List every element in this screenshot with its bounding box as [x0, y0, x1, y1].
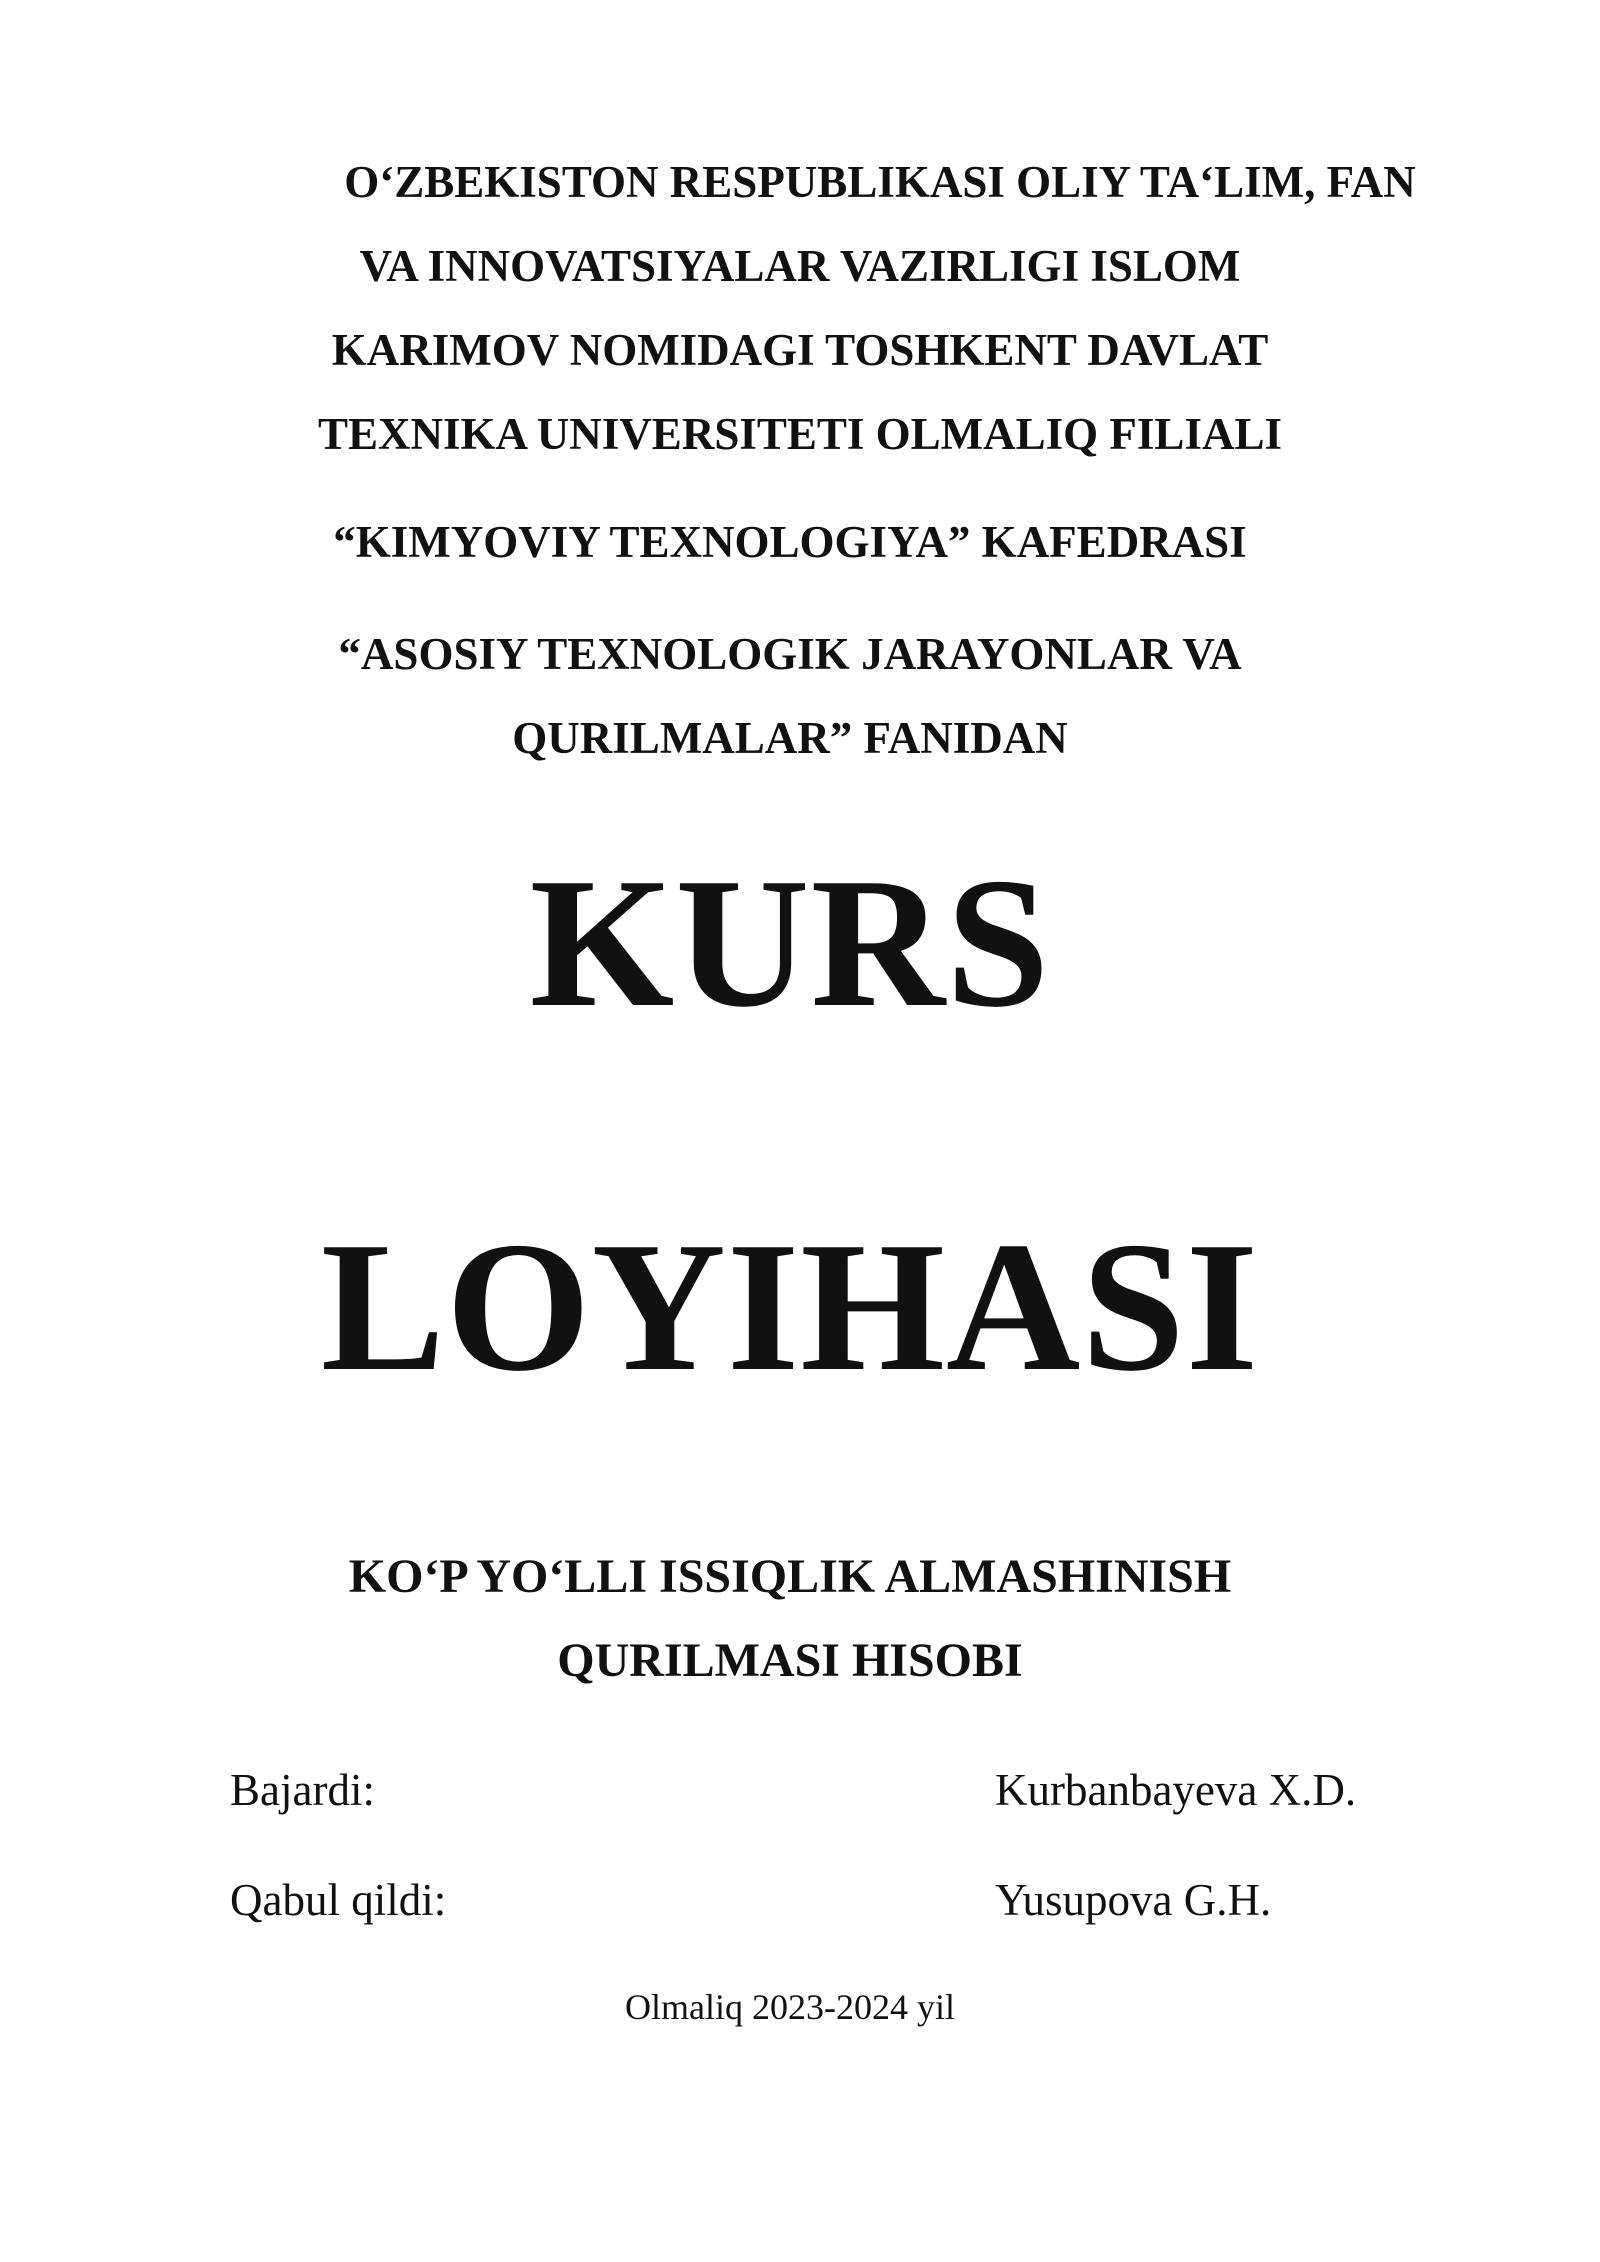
place-year: Olmaliq 2023-2024 yil: [625, 1987, 955, 2027]
ministry-line-4: TEXNIKA UNIVERSITETI OLMALIQ FILIALI: [318, 409, 1282, 459]
topic-line-1: KO‘P YO‘LLI ISSIQLIK ALMASHINISH: [348, 1550, 1232, 1603]
accepted-by-label: Qabul qildi:: [230, 1875, 447, 1925]
ministry-line-3: KARIMOV NOMIDAGI TOSHKENT DAVLAT: [331, 325, 1269, 375]
performed-by-label: Bajardi:: [230, 1765, 375, 1815]
performed-by-name: Kurbanbayeva X.D.: [995, 1765, 1357, 1815]
ministry-line-2: VA INNOVATSIYALAR VAZIRLIGI ISLOM: [359, 241, 1241, 291]
topic-line-2: QURILMASI HISOBI: [557, 1634, 1023, 1687]
document-title-line-2: LOYIHASI: [320, 1204, 1260, 1410]
document-title-line-1: KURS: [529, 840, 1051, 1046]
subject-line-2: QURILMALAR” FANIDAN: [512, 713, 1068, 763]
subject-line-1: “ASOSIY TEXNOLOGIK JARAYONLAR VA: [338, 629, 1242, 679]
ministry-line-1: O‘ZBEKISTON RESPUBLIKASI OLIY TA‘LIM, FAN: [344, 157, 1416, 207]
accepted-by-name: Yusupova G.H.: [995, 1875, 1272, 1925]
kafedra-title: “KIMYOVIY TEXNOLOGIYA” KAFEDRASI: [333, 517, 1247, 567]
